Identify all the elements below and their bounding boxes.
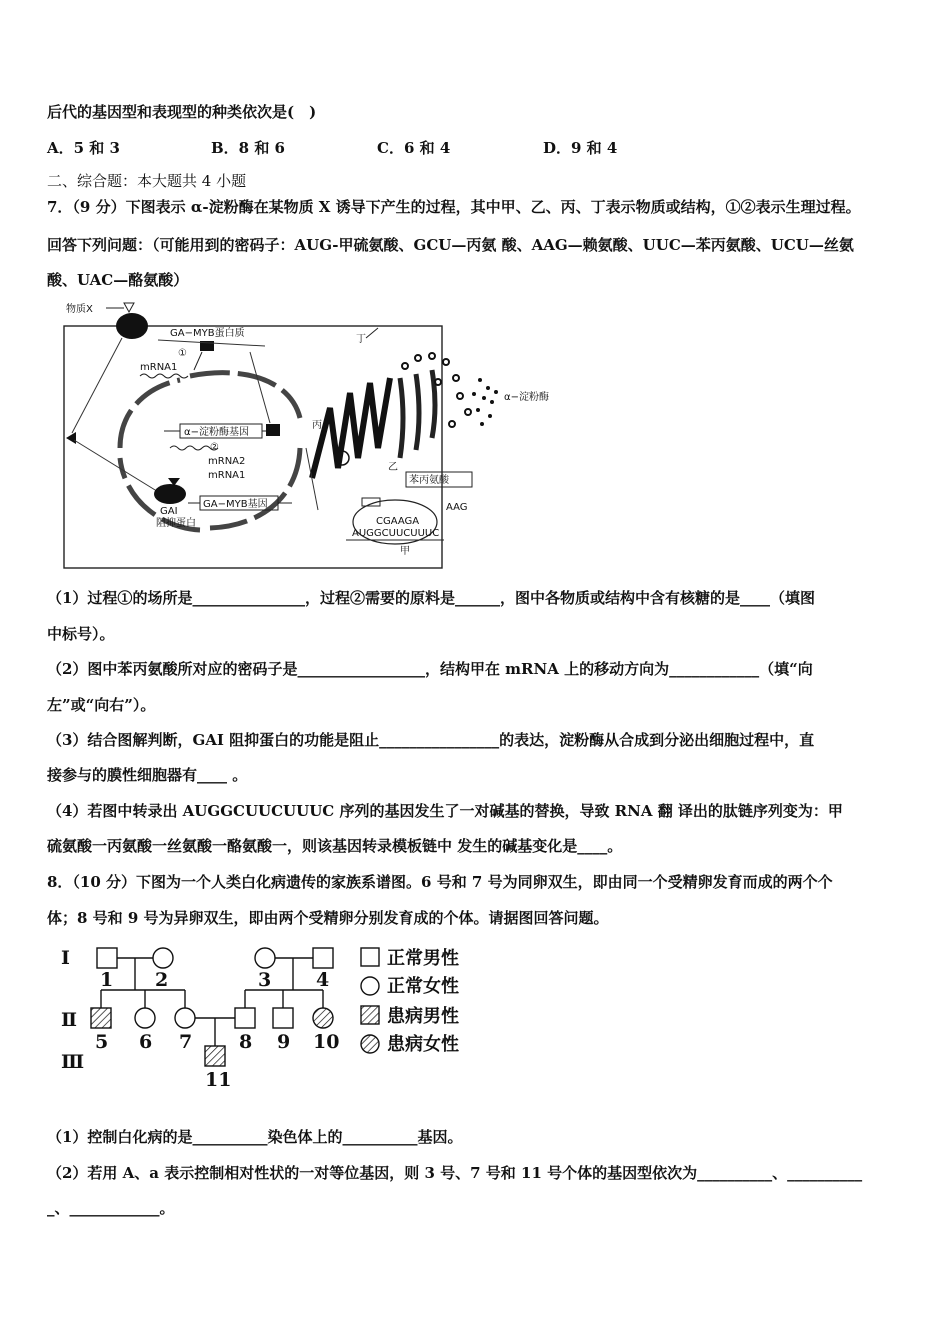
individual-11-affected-male bbox=[205, 1046, 225, 1066]
q6-option-c: C．6 和 4 bbox=[377, 139, 451, 157]
section-heading: 二、综合题：本大题共 4 小题 bbox=[47, 172, 247, 190]
mrna1-top-label: mRNA1 bbox=[140, 362, 178, 373]
q7-intro-line1: 7．（9 分）下图表示 α-淀粉酶在某物质 X 诱导下产生的过程，其中甲、乙、丙、丁表示物质或结构，①②表示生理过程。 bbox=[47, 198, 861, 216]
q8-intro-line1: 8．（10 分）下图为一个人类白化病遗传的家族系谱图。6 号和 7 号为同卵双生，即由同一个受精卵发育而成的两个个 bbox=[47, 873, 833, 891]
amylase-induction-diagram bbox=[60, 298, 580, 574]
q6-option-a: A．5 和 3 bbox=[47, 139, 120, 157]
jia-label: 甲 bbox=[400, 546, 410, 557]
process-1-label: ① bbox=[178, 348, 187, 359]
q6-stem-tail: 后代的基因型和表现型的种类依次是( ) bbox=[47, 103, 317, 121]
substance-x-triangle bbox=[124, 303, 134, 312]
golgi-stack-1 bbox=[400, 378, 403, 458]
gai-label: GAI bbox=[160, 506, 178, 517]
legend-normal-male: 正常男性 bbox=[387, 948, 459, 969]
individual-5-affected-male bbox=[91, 1008, 111, 1028]
left-arrowhead bbox=[66, 432, 76, 444]
label-2: 2 bbox=[155, 969, 169, 991]
bing-label: 丙 bbox=[312, 420, 322, 431]
q7-intro-line3: 酸、UAC—酪氨酸） bbox=[47, 271, 189, 289]
q7-sub4-line1: （4）若图中转录出 AUGGCUUCUUUC 序列的基因发生了一对碱基的替换，导致 RNA 翻 译出的肽链序列变为：甲 bbox=[47, 802, 843, 820]
amylase-secreted-label: α−淀粉酶 bbox=[504, 392, 549, 403]
q8-sub2-line1: （2）若用 A、a 表示控制相对性状的一对等位基因，则 3 号、7 号和 11 号个体的基因型依次为__________、__________ bbox=[47, 1164, 863, 1182]
process-2-label: ② bbox=[210, 442, 219, 453]
label-10: 10 bbox=[313, 1031, 340, 1053]
legend-affected-male-symbol bbox=[361, 1006, 379, 1024]
q7-sub1-line2: 中标号）。 bbox=[47, 625, 115, 643]
q6-option-d: D．9 和 4 bbox=[543, 139, 618, 157]
individual-7-normal-female bbox=[175, 1008, 195, 1028]
ga-myb-protein-label: GA−MYB蛋白质 bbox=[170, 328, 245, 339]
rna-polymerase-shape bbox=[266, 424, 280, 436]
label-4: 4 bbox=[316, 969, 330, 991]
generation-2-label: Ⅱ bbox=[61, 1009, 78, 1031]
legend-affected-male: 患病男性 bbox=[387, 1006, 459, 1027]
individual-1-normal-male bbox=[97, 948, 117, 968]
generation-1-label: Ⅰ bbox=[61, 947, 70, 969]
amylase-particles bbox=[472, 378, 498, 426]
pedigree-chart bbox=[55, 940, 475, 1090]
golgi-stack-2 bbox=[416, 374, 419, 450]
label-9: 9 bbox=[277, 1031, 291, 1053]
q7-sub2-line2: 左”或“向右”）。 bbox=[47, 696, 156, 714]
label-5: 5 bbox=[95, 1031, 109, 1053]
legend-affected-female-symbol bbox=[361, 1035, 379, 1053]
substance-x-label: 物质X bbox=[66, 304, 93, 315]
individual-3-normal-female bbox=[255, 948, 275, 968]
individual-8-normal-male bbox=[235, 1008, 255, 1028]
q6-option-b: B．8 和 6 bbox=[211, 139, 285, 157]
q8-intro-line2: 体；8 号和 9 号为异卵双生，即由两个受精卵分别发育成的个体。请据图回答问题。 bbox=[47, 909, 609, 927]
label-7: 7 bbox=[179, 1031, 193, 1053]
cgaaga-label: CGAAGA bbox=[376, 516, 420, 527]
legend-normal-female: 正常女性 bbox=[387, 976, 459, 997]
q8-sub2-line2: _、____________。 bbox=[47, 1199, 175, 1217]
q8-sub1: （1）控制白化病的是__________染色体上的__________基因。 bbox=[47, 1128, 463, 1146]
label-3: 3 bbox=[258, 969, 272, 991]
legend-normal-male-symbol bbox=[361, 948, 379, 966]
receptor-blob bbox=[116, 313, 148, 339]
yi-label: 乙 bbox=[388, 462, 398, 473]
q7-sub3-line2: 接参与的膜性细胞器有____ 。 bbox=[47, 766, 248, 784]
amylase-gene-label: α−淀粉酶基因 bbox=[184, 427, 249, 438]
individual-10-affected-female bbox=[313, 1008, 333, 1028]
q7-sub2-line1: （2）图中苯丙氨酸所对应的密码子是_________________，结构甲在 mRNA 上的移动方向为____________（填“向 bbox=[47, 660, 813, 678]
q7-sub3-line1: （3）结合图解判断，GAI 阻抑蛋白的功能是阻止________________的表达，淀粉酶从合成到分泌出细胞过程中，直 bbox=[47, 731, 815, 749]
legend-normal-female-symbol bbox=[361, 977, 379, 995]
label-8: 8 bbox=[239, 1031, 253, 1053]
label-6: 6 bbox=[139, 1031, 153, 1053]
label-11: 11 bbox=[205, 1069, 232, 1090]
individual-6-normal-female bbox=[135, 1008, 155, 1028]
legend-affected-female: 患病女性 bbox=[387, 1034, 459, 1055]
q7-sub4-line2: 硫氨酸一丙氨酸一丝氨酸一酪氨酸一，则该基因转录模板链中 发生的碱基变化是____。 bbox=[47, 837, 623, 855]
q7-sub1-line1: （1）过程①的场所是_______________，过程②需要的原料是______，图中各物质或结构中含有核糖的是____（填图 bbox=[47, 589, 815, 607]
q7-intro-line2: 回答下列问题：（可能用到的密码子：AUG-甲硫氨酸、GCU—丙氨 酸、AAG—赖氨酸、UUC—苯丙氨酸、UCU—丝氨 bbox=[47, 236, 854, 254]
gai-repressor-shape bbox=[154, 484, 186, 504]
individual-4-normal-male bbox=[313, 948, 333, 968]
aag-label: AAG bbox=[446, 502, 468, 513]
phe-label: 苯丙氨酸 bbox=[409, 475, 449, 486]
repressor-label: 阻抑蛋白 bbox=[156, 518, 196, 529]
rough-er-folds bbox=[312, 378, 390, 478]
label-1: 1 bbox=[100, 969, 114, 991]
mrna1-mid-label: mRNA1 bbox=[208, 470, 246, 481]
ding-label: 丁 bbox=[356, 334, 366, 345]
mrna-sequence-label: AUGGCUUCUUUC bbox=[352, 528, 440, 539]
individual-2-normal-female bbox=[153, 948, 173, 968]
generation-3-label: Ⅲ bbox=[61, 1051, 85, 1073]
mrna1-top-strand bbox=[140, 374, 188, 378]
individual-9-normal-male bbox=[273, 1008, 293, 1028]
ga-myb-gene-label: GA−MYB基因 bbox=[203, 499, 268, 510]
mrna2-label: mRNA2 bbox=[208, 456, 246, 467]
